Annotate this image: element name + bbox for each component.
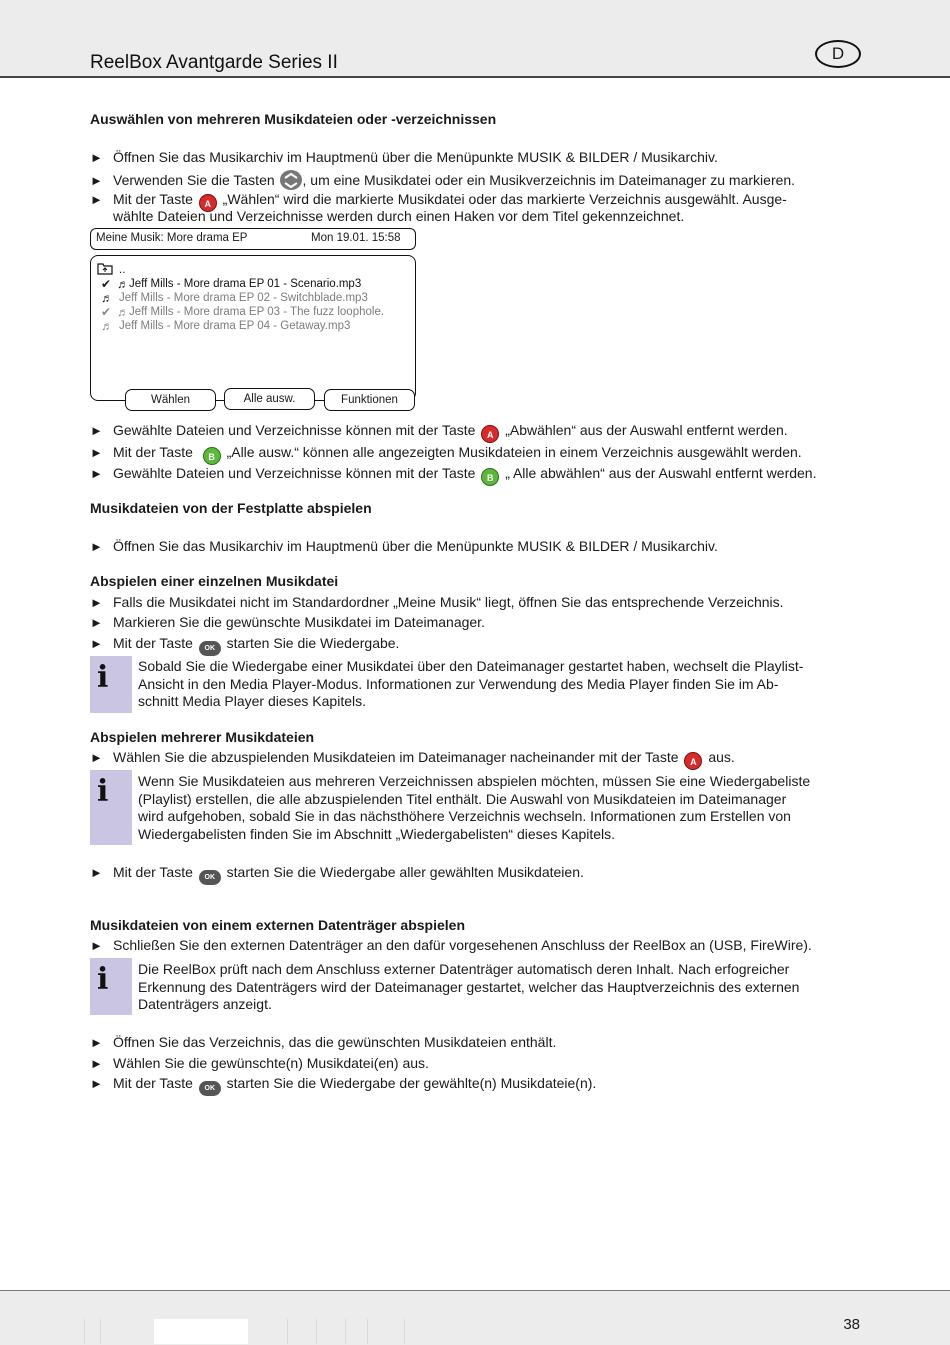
info-text: Wenn Sie Musikdateien aus mehreren Verzeichnissen abspielen möchten, müssen Sie eine Wiedergabeliste (Playlist) erstellen, die alle abzuspielenden Titel enthält. Die Auswahl von Musikdateien im Dateimanager wird aufgehoben, sobald Sie in das nächsthöhere Verzeichnis wechseln. Informationen zum Erstellen von Wiedergabelisten finden Sie im Abschnitt „Wiedergabelisten“ dieses Kapitels. — [138, 773, 811, 842]
bullet-arrow-icon: ► — [90, 615, 103, 630]
bullet-item: ► Gewählte Dateien und Verzeichnisse können mit der Taste A „Abwählen“ aus der Auswahl entfernt werden. — [90, 422, 788, 443]
document-title: ReelBox Avantgarde Series II — [90, 52, 338, 73]
music-note-icon: ♬ — [101, 291, 113, 305]
bullet-item: ► Öffnen Sie das Musikarchiv im Hauptmenü über die Menüpunkte MUSIK & BILDER / Musikarchiv. — [90, 149, 718, 165]
file-item[interactable]: Jeff Mills - More drama EP 04 - Getaway.mp3 — [119, 320, 351, 332]
bullet-arrow-icon: ► — [90, 750, 103, 765]
info-box — [90, 770, 132, 845]
parent-dir[interactable]: .. — [119, 264, 126, 276]
bullet-item: ► Wählen Sie die gewünschte(n) Musikdatei(en) aus. — [90, 1055, 429, 1071]
bullet-arrow-icon: ► — [90, 466, 103, 481]
bullet-arrow-icon: ► — [90, 636, 103, 651]
footer-divider — [345, 1319, 346, 1344]
bullet-item: ► Mit der Taste OK starten Sie die Wiedergabe. — [90, 635, 399, 656]
page-footer — [0, 1290, 950, 1345]
red-key-icon: A — [684, 752, 702, 770]
bullet-continuation: wählte Dateien und Verzeichnisse werden durch einen Haken vor dem Titel gekennzeichnet. — [113, 208, 685, 224]
music-note-icon: ♬ — [117, 277, 129, 291]
ok-key-icon: OK — [199, 1081, 221, 1096]
page-number: 38 — [843, 1316, 860, 1333]
bullet-item: ► Verwenden Sie die Tasten , um eine Musikdatei oder ein Musikverzeichnis im Dateimanager zu markieren. — [90, 169, 795, 191]
section-heading: Musikdateien von der Festplatte abspielen — [90, 500, 372, 516]
checkmark-icon: ✔ — [101, 305, 112, 319]
bullet-arrow-icon: ► — [90, 865, 103, 880]
bullet-item: ► Markieren Sie die gewünschte Musikdatei im Dateimanager. — [90, 614, 485, 630]
bullet-item: ► Falls die Musikdatei nicht im Standardordner „Meine Musik“ liegt, öffnen Sie das entsprechende Verzeichnis. — [90, 594, 784, 610]
section-heading: Auswählen von mehreren Musikdateien oder -verzeichnissen — [90, 111, 497, 127]
bullet-arrow-icon: ► — [90, 1035, 103, 1050]
section-heading: Abspielen mehrerer Musikdateien — [90, 729, 315, 745]
info-text: Sobald Sie die Wiedergabe einer Musikdatei über den Dateimanager gestartet haben, wechselt die Playlist- Ansicht in den Media Player-Modus. Informationen zur Verwendung des Media Player finden Sie im Ab- schnitt Media Player dieses Kapitels. — [138, 658, 804, 709]
bullet-arrow-icon: ► — [90, 423, 103, 438]
bullet-item: ► Wählen Sie die abzuspielenden Musikdateien im Dateimanager nacheinander mit der Taste A aus. — [90, 749, 735, 770]
red-key-icon: A — [199, 194, 217, 212]
bullet-item: ► Öffnen Sie das Verzeichnis, das die gewünschten Musikdateien enthält. — [90, 1034, 557, 1050]
footer-divider — [84, 1319, 85, 1344]
bullet-arrow-icon: ► — [90, 173, 103, 188]
info-icon: i — [97, 962, 109, 997]
green-key-icon: B — [481, 468, 499, 486]
info-box — [90, 958, 132, 1015]
info-box — [90, 656, 132, 713]
footer-tab — [154, 1319, 248, 1344]
bullet-item: ► Mit der Taste OK starten Sie die Wiedergabe aller gewählten Musikdateien. — [90, 864, 584, 885]
ok-key-icon: OK — [199, 641, 221, 656]
bullet-item: ► Schließen Sie den externen Datenträger an den dafür vorgesehenen Anschluss der ReelBox an (USB, FireWire). — [90, 937, 812, 953]
screen-datetime: Mon 19.01. 15:58 — [311, 232, 401, 244]
bullet-arrow-icon: ► — [90, 1076, 103, 1091]
functions-button[interactable]: Funktionen — [324, 389, 415, 411]
checkmark-icon: ✔ — [101, 277, 112, 291]
parent-folder-icon — [97, 262, 113, 275]
file-manager-screen — [90, 255, 416, 401]
ok-key-icon: OK — [199, 870, 221, 885]
bullet-item: ► Mit der Taste B „Alle ausw.“ können alle angezeigten Musikdateien in einem Verzeichnis ausgewählt werden. — [90, 444, 802, 465]
select-button[interactable]: Wählen — [125, 389, 216, 411]
bullet-item: ► Öffnen Sie das Musikarchiv im Hauptmenü über die Menüpunkte MUSIK & BILDER / Musikarchiv. — [90, 538, 718, 554]
red-key-icon: A — [481, 425, 499, 443]
bullet-arrow-icon: ► — [90, 539, 103, 554]
info-text: Die ReelBox prüft nach dem Anschluss externer Datenträger automatisch deren Inhalt. Nach erfogreicher Erkennung des Datenträgers wird der Dateimanager gestartet, welcher das Hauptverzeichnis des externen Datenträgers anzeigt. — [138, 961, 800, 1012]
music-note-icon: ♬ — [117, 305, 129, 319]
section-heading: Abspielen einer einzelnen Musikdatei — [90, 573, 339, 589]
bullet-arrow-icon: ► — [90, 192, 103, 207]
info-icon: i — [97, 660, 109, 695]
footer-divider — [316, 1319, 317, 1344]
section-heading: Musikdateien von einem externen Datenträger abspielen — [90, 917, 466, 933]
screen-folder-title: Meine Musik: More drama EP — [96, 232, 248, 244]
bullet-item: ► Mit der Taste A „Wählen“ wird die markierte Musikdatei oder das markierte Verzeichnis ausgewählt. Ausge- — [90, 191, 787, 212]
bullet-arrow-icon: ► — [90, 445, 103, 460]
footer-divider — [100, 1319, 101, 1344]
language-badge: D — [815, 40, 861, 68]
info-icon: i — [97, 774, 109, 809]
screen-title-bar — [90, 228, 416, 250]
footer-divider — [404, 1319, 405, 1344]
bullet-arrow-icon: ► — [90, 938, 103, 953]
nav-up-down-keys-icon — [279, 169, 303, 191]
bullet-arrow-icon: ► — [90, 150, 103, 165]
file-item[interactable]: Jeff Mills - More drama EP 02 - Switchblade.mp3 — [119, 292, 368, 304]
bullet-arrow-icon: ► — [90, 1056, 103, 1071]
green-key-icon: B — [203, 447, 221, 465]
bullet-item: ► Gewählte Dateien und Verzeichnisse können mit der Taste B „ Alle abwählen“ aus der Auswahl entfernt werden. — [90, 465, 816, 486]
music-note-icon: ♬ — [101, 319, 113, 333]
file-item[interactable]: Jeff Mills - More drama EP 03 - The fuzz loophole. — [129, 306, 385, 318]
file-item[interactable]: Jeff Mills - More drama EP 01 - Scenario.mp3 — [129, 278, 362, 290]
bullet-item: ► Mit der Taste OK starten Sie die Wiedergabe der gewählte(n) Musikdateie(n). — [90, 1075, 596, 1096]
footer-divider — [287, 1319, 288, 1344]
bullet-arrow-icon: ► — [90, 595, 103, 610]
select-all-button[interactable]: Alle ausw. — [224, 388, 315, 410]
footer-divider — [367, 1319, 368, 1344]
